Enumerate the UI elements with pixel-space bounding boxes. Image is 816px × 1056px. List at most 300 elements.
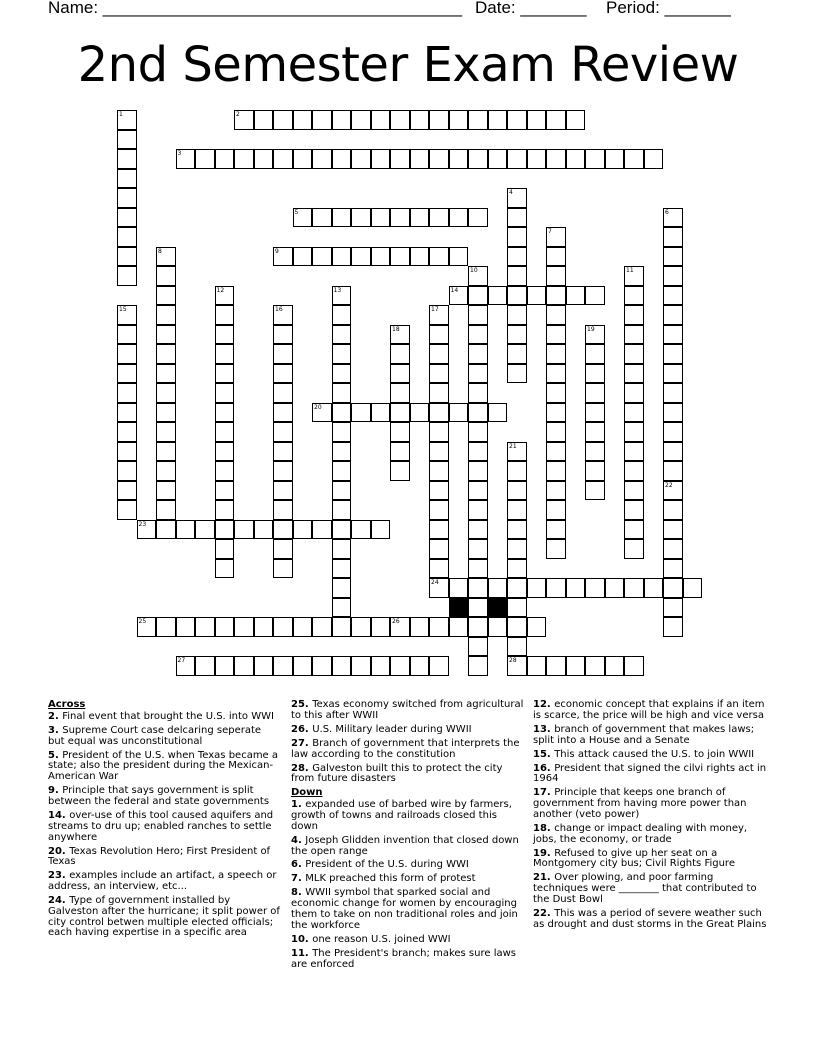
- grid-cell[interactable]: [468, 559, 488, 579]
- grid-cell[interactable]: [585, 149, 605, 169]
- grid-cell[interactable]: [215, 305, 235, 325]
- grid-cell[interactable]: [449, 247, 469, 267]
- grid-cell[interactable]: [371, 520, 391, 540]
- grid-cell[interactable]: [254, 656, 274, 676]
- grid-cell[interactable]: [624, 344, 644, 364]
- grid-cell[interactable]: [507, 539, 527, 559]
- grid-cell[interactable]: [293, 149, 313, 169]
- grid-cell[interactable]: [644, 149, 664, 169]
- grid-cell[interactable]: [663, 442, 683, 462]
- grid-cell[interactable]: [293, 520, 313, 540]
- grid-cell[interactable]: [293, 247, 313, 267]
- grid-cell[interactable]: [468, 266, 488, 286]
- period-field[interactable]: Period: _______: [606, 0, 731, 17]
- grid-cell[interactable]: [605, 656, 625, 676]
- grid-cell[interactable]: [273, 656, 293, 676]
- grid-cell[interactable]: [468, 110, 488, 130]
- grid-cell[interactable]: [468, 637, 488, 657]
- grid-cell[interactable]: [254, 110, 274, 130]
- grid-cell[interactable]: [624, 539, 644, 559]
- grid-cell[interactable]: [215, 149, 235, 169]
- grid-cell[interactable]: [663, 325, 683, 345]
- grid-cell[interactable]: [390, 442, 410, 462]
- grid-cell[interactable]: [546, 247, 566, 267]
- grid-cell[interactable]: [215, 461, 235, 481]
- grid-cell[interactable]: [663, 383, 683, 403]
- grid-cell[interactable]: [624, 461, 644, 481]
- grid-cell[interactable]: [371, 208, 391, 228]
- grid-cell[interactable]: [156, 344, 176, 364]
- grid-cell[interactable]: [390, 208, 410, 228]
- grid-cell[interactable]: [624, 578, 644, 598]
- grid-cell[interactable]: [468, 617, 488, 637]
- grid-cell[interactable]: [663, 559, 683, 579]
- grid-cell[interactable]: [234, 617, 254, 637]
- grid-cell[interactable]: [527, 578, 547, 598]
- grid-cell[interactable]: [507, 461, 527, 481]
- grid-cell[interactable]: [624, 325, 644, 345]
- grid-cell[interactable]: [507, 247, 527, 267]
- grid-cell[interactable]: [332, 656, 352, 676]
- grid-cell[interactable]: [215, 344, 235, 364]
- grid-cell[interactable]: [215, 364, 235, 384]
- grid-cell[interactable]: [663, 344, 683, 364]
- grid-cell[interactable]: [410, 656, 430, 676]
- grid-cell[interactable]: [507, 110, 527, 130]
- grid-cell[interactable]: [449, 617, 469, 637]
- grid-cell[interactable]: [390, 364, 410, 384]
- grid-cell[interactable]: [117, 149, 137, 169]
- grid-cell[interactable]: [429, 247, 449, 267]
- grid-cell[interactable]: [507, 559, 527, 579]
- grid-cell[interactable]: [429, 500, 449, 520]
- grid-cell[interactable]: [624, 442, 644, 462]
- grid-cell[interactable]: [234, 149, 254, 169]
- grid-cell[interactable]: [215, 500, 235, 520]
- grid-cell[interactable]: [527, 286, 547, 306]
- grid-cell[interactable]: [234, 656, 254, 676]
- grid-cell[interactable]: [293, 208, 313, 228]
- grid-cell[interactable]: [507, 344, 527, 364]
- grid-cell[interactable]: [585, 656, 605, 676]
- grid-cell[interactable]: [585, 422, 605, 442]
- grid-cell[interactable]: [156, 364, 176, 384]
- grid-cell[interactable]: [507, 286, 527, 306]
- grid-cell[interactable]: [215, 442, 235, 462]
- grid-cell[interactable]: [429, 403, 449, 423]
- grid-cell[interactable]: [507, 617, 527, 637]
- grid-cell[interactable]: [468, 656, 488, 676]
- grid-cell[interactable]: [215, 286, 235, 306]
- grid-cell[interactable]: [371, 110, 391, 130]
- grid-cell[interactable]: [507, 637, 527, 657]
- grid-cell[interactable]: [254, 617, 274, 637]
- grid-cell[interactable]: [429, 422, 449, 442]
- grid-cell[interactable]: [546, 344, 566, 364]
- grid-cell[interactable]: [117, 422, 137, 442]
- grid-cell[interactable]: [585, 403, 605, 423]
- grid-cell[interactable]: [507, 266, 527, 286]
- grid-cell[interactable]: [254, 520, 274, 540]
- grid-cell[interactable]: [663, 305, 683, 325]
- grid-cell[interactable]: [332, 325, 352, 345]
- grid-cell[interactable]: [215, 617, 235, 637]
- name-field[interactable]: Name: ______________________________________: [48, 0, 463, 17]
- grid-cell[interactable]: [507, 305, 527, 325]
- grid-cell[interactable]: [156, 247, 176, 267]
- grid-cell[interactable]: [488, 286, 508, 306]
- grid-cell[interactable]: [663, 578, 683, 598]
- grid-cell[interactable]: [156, 461, 176, 481]
- grid-cell[interactable]: [663, 598, 683, 618]
- grid-cell[interactable]: [429, 305, 449, 325]
- grid-cell[interactable]: [449, 578, 469, 598]
- grid-cell[interactable]: [390, 656, 410, 676]
- grid-cell[interactable]: [293, 617, 313, 637]
- grid-cell[interactable]: [429, 656, 449, 676]
- grid-cell[interactable]: [507, 500, 527, 520]
- grid-cell[interactable]: [468, 539, 488, 559]
- grid-cell[interactable]: [273, 305, 293, 325]
- grid-cell[interactable]: [468, 598, 488, 618]
- grid-cell[interactable]: [332, 461, 352, 481]
- grid-cell[interactable]: [410, 247, 430, 267]
- grid-cell[interactable]: [546, 520, 566, 540]
- grid-cell[interactable]: [488, 149, 508, 169]
- grid-cell[interactable]: [468, 500, 488, 520]
- grid-cell[interactable]: [117, 305, 137, 325]
- grid-cell[interactable]: [273, 442, 293, 462]
- grid-cell[interactable]: [488, 403, 508, 423]
- grid-cell[interactable]: [156, 520, 176, 540]
- grid-cell[interactable]: [215, 383, 235, 403]
- grid-cell[interactable]: [468, 422, 488, 442]
- grid-cell[interactable]: [332, 422, 352, 442]
- grid-cell[interactable]: [468, 208, 488, 228]
- grid-cell[interactable]: [585, 383, 605, 403]
- grid-cell[interactable]: [273, 325, 293, 345]
- grid-cell[interactable]: [351, 520, 371, 540]
- grid-cell[interactable]: [624, 403, 644, 423]
- grid-cell[interactable]: [546, 539, 566, 559]
- grid-cell[interactable]: [546, 227, 566, 247]
- grid-cell[interactable]: [234, 520, 254, 540]
- grid-cell[interactable]: [468, 344, 488, 364]
- grid-cell[interactable]: [312, 617, 332, 637]
- grid-cell[interactable]: [488, 578, 508, 598]
- grid-cell[interactable]: [215, 422, 235, 442]
- grid-cell[interactable]: [273, 149, 293, 169]
- grid-cell[interactable]: [507, 520, 527, 540]
- grid-cell[interactable]: [371, 247, 391, 267]
- grid-cell[interactable]: [410, 208, 430, 228]
- grid-cell[interactable]: [215, 539, 235, 559]
- grid-cell[interactable]: [468, 520, 488, 540]
- grid-cell[interactable]: [507, 656, 527, 676]
- grid-cell[interactable]: [332, 383, 352, 403]
- grid-cell[interactable]: [429, 461, 449, 481]
- grid-cell[interactable]: [293, 656, 313, 676]
- grid-cell[interactable]: [605, 578, 625, 598]
- grid-cell[interactable]: [390, 344, 410, 364]
- grid-cell[interactable]: [468, 403, 488, 423]
- grid-cell[interactable]: [234, 110, 254, 130]
- grid-cell[interactable]: [117, 266, 137, 286]
- grid-cell[interactable]: [605, 149, 625, 169]
- grid-cell[interactable]: [254, 149, 274, 169]
- grid-cell[interactable]: [468, 325, 488, 345]
- grid-cell[interactable]: [429, 325, 449, 345]
- grid-cell[interactable]: [429, 149, 449, 169]
- grid-cell[interactable]: [429, 578, 449, 598]
- grid-cell[interactable]: [332, 208, 352, 228]
- grid-cell[interactable]: [332, 598, 352, 618]
- grid-cell[interactable]: [293, 110, 313, 130]
- grid-cell[interactable]: [546, 325, 566, 345]
- grid-cell[interactable]: [312, 520, 332, 540]
- grid-cell[interactable]: [429, 364, 449, 384]
- grid-cell[interactable]: [117, 481, 137, 501]
- grid-cell[interactable]: [507, 442, 527, 462]
- grid-cell[interactable]: [390, 325, 410, 345]
- grid-cell[interactable]: [410, 110, 430, 130]
- grid-cell[interactable]: [429, 481, 449, 501]
- grid-cell[interactable]: [351, 656, 371, 676]
- grid-cell[interactable]: [527, 110, 547, 130]
- grid-cell[interactable]: [468, 481, 488, 501]
- grid-cell[interactable]: [624, 364, 644, 384]
- grid-cell[interactable]: [332, 110, 352, 130]
- grid-cell[interactable]: [273, 539, 293, 559]
- grid-cell[interactable]: [371, 617, 391, 637]
- grid-cell[interactable]: [156, 383, 176, 403]
- grid-cell[interactable]: [585, 364, 605, 384]
- grid-cell[interactable]: [332, 539, 352, 559]
- grid-cell[interactable]: [585, 461, 605, 481]
- grid-cell[interactable]: [663, 539, 683, 559]
- grid-cell[interactable]: [273, 481, 293, 501]
- date-field[interactable]: Date: _______: [475, 0, 587, 17]
- grid-cell[interactable]: [546, 442, 566, 462]
- grid-cell[interactable]: [273, 383, 293, 403]
- grid-cell[interactable]: [468, 383, 488, 403]
- grid-cell[interactable]: [117, 227, 137, 247]
- grid-cell[interactable]: [215, 403, 235, 423]
- grid-cell[interactable]: [566, 110, 586, 130]
- grid-cell[interactable]: [117, 110, 137, 130]
- grid-cell[interactable]: [390, 403, 410, 423]
- grid-cell[interactable]: [449, 403, 469, 423]
- grid-cell[interactable]: [273, 247, 293, 267]
- grid-cell[interactable]: [507, 578, 527, 598]
- grid-cell[interactable]: [546, 578, 566, 598]
- grid-cell[interactable]: [117, 344, 137, 364]
- grid-cell[interactable]: [371, 403, 391, 423]
- grid-cell[interactable]: [507, 364, 527, 384]
- grid-cell[interactable]: [449, 286, 469, 306]
- grid-cell[interactable]: [468, 305, 488, 325]
- grid-cell[interactable]: [663, 364, 683, 384]
- grid-cell[interactable]: [390, 247, 410, 267]
- grid-cell[interactable]: [215, 520, 235, 540]
- grid-cell[interactable]: [449, 149, 469, 169]
- grid-cell[interactable]: [507, 227, 527, 247]
- grid-cell[interactable]: [117, 461, 137, 481]
- grid-cell[interactable]: [663, 500, 683, 520]
- grid-cell[interactable]: [507, 481, 527, 501]
- grid-cell[interactable]: [507, 188, 527, 208]
- grid-cell[interactable]: [624, 656, 644, 676]
- grid-cell[interactable]: [215, 481, 235, 501]
- grid-cell[interactable]: [332, 559, 352, 579]
- grid-cell[interactable]: [156, 266, 176, 286]
- grid-cell[interactable]: [195, 149, 215, 169]
- grid-cell[interactable]: [390, 422, 410, 442]
- grid-cell[interactable]: [117, 130, 137, 150]
- grid-cell[interactable]: [624, 383, 644, 403]
- grid-cell[interactable]: [546, 110, 566, 130]
- grid-cell[interactable]: [585, 481, 605, 501]
- grid-cell[interactable]: [585, 286, 605, 306]
- grid-cell[interactable]: [546, 266, 566, 286]
- grid-cell[interactable]: [137, 520, 157, 540]
- grid-cell[interactable]: [585, 442, 605, 462]
- grid-cell[interactable]: [546, 403, 566, 423]
- grid-cell[interactable]: [429, 617, 449, 637]
- grid-cell[interactable]: [332, 578, 352, 598]
- grid-cell[interactable]: [273, 520, 293, 540]
- grid-cell[interactable]: [546, 461, 566, 481]
- grid-cell[interactable]: [663, 422, 683, 442]
- grid-cell[interactable]: [117, 383, 137, 403]
- grid-cell[interactable]: [683, 578, 703, 598]
- grid-cell[interactable]: [585, 325, 605, 345]
- grid-cell[interactable]: [624, 266, 644, 286]
- grid-cell[interactable]: [429, 110, 449, 130]
- grid-cell[interactable]: [351, 110, 371, 130]
- grid-cell[interactable]: [507, 598, 527, 618]
- grid-cell[interactable]: [488, 617, 508, 637]
- grid-cell[interactable]: [273, 617, 293, 637]
- grid-cell[interactable]: [117, 403, 137, 423]
- grid-cell[interactable]: [156, 500, 176, 520]
- grid-cell[interactable]: [546, 305, 566, 325]
- grid-cell[interactable]: [273, 559, 293, 579]
- grid-cell[interactable]: [663, 247, 683, 267]
- grid-cell[interactable]: [332, 247, 352, 267]
- grid-cell[interactable]: [332, 617, 352, 637]
- grid-cell[interactable]: [215, 656, 235, 676]
- grid-cell[interactable]: [312, 149, 332, 169]
- grid-cell[interactable]: [371, 149, 391, 169]
- grid-cell[interactable]: [351, 208, 371, 228]
- grid-cell[interactable]: [410, 403, 430, 423]
- grid-cell[interactable]: [429, 559, 449, 579]
- grid-cell[interactable]: [468, 461, 488, 481]
- grid-cell[interactable]: [663, 286, 683, 306]
- grid-cell[interactable]: [390, 383, 410, 403]
- grid-cell[interactable]: [351, 149, 371, 169]
- grid-cell[interactable]: [215, 559, 235, 579]
- grid-cell[interactable]: [390, 149, 410, 169]
- grid-cell[interactable]: [156, 422, 176, 442]
- grid-cell[interactable]: [332, 364, 352, 384]
- grid-cell[interactable]: [429, 383, 449, 403]
- grid-cell[interactable]: [663, 520, 683, 540]
- grid-cell[interactable]: [371, 656, 391, 676]
- grid-cell[interactable]: [156, 481, 176, 501]
- grid-cell[interactable]: [449, 110, 469, 130]
- grid-cell[interactable]: [273, 422, 293, 442]
- grid-cell[interactable]: [546, 364, 566, 384]
- grid-cell[interactable]: [624, 149, 644, 169]
- grid-cell[interactable]: [624, 481, 644, 501]
- grid-cell[interactable]: [351, 617, 371, 637]
- grid-cell[interactable]: [527, 617, 547, 637]
- grid-cell[interactable]: [273, 344, 293, 364]
- grid-cell[interactable]: [663, 617, 683, 637]
- grid-cell[interactable]: [624, 305, 644, 325]
- grid-cell[interactable]: [332, 149, 352, 169]
- grid-cell[interactable]: [663, 227, 683, 247]
- grid-cell[interactable]: [410, 617, 430, 637]
- grid-cell[interactable]: [546, 422, 566, 442]
- grid-cell[interactable]: [351, 247, 371, 267]
- grid-cell[interactable]: [546, 481, 566, 501]
- grid-cell[interactable]: [117, 500, 137, 520]
- grid-cell[interactable]: [195, 520, 215, 540]
- grid-cell[interactable]: [273, 500, 293, 520]
- grid-cell[interactable]: [332, 403, 352, 423]
- grid-cell[interactable]: [429, 344, 449, 364]
- grid-cell[interactable]: [468, 286, 488, 306]
- grid-cell[interactable]: [156, 617, 176, 637]
- grid-cell[interactable]: [117, 364, 137, 384]
- grid-cell[interactable]: [468, 149, 488, 169]
- grid-cell[interactable]: [624, 286, 644, 306]
- grid-cell[interactable]: [117, 325, 137, 345]
- grid-cell[interactable]: [332, 500, 352, 520]
- grid-cell[interactable]: [137, 617, 157, 637]
- grid-cell[interactable]: [468, 442, 488, 462]
- grid-cell[interactable]: [117, 208, 137, 228]
- grid-cell[interactable]: [195, 617, 215, 637]
- grid-cell[interactable]: [332, 481, 352, 501]
- grid-cell[interactable]: [546, 286, 566, 306]
- grid-cell[interactable]: [566, 578, 586, 598]
- grid-cell[interactable]: [663, 461, 683, 481]
- grid-cell[interactable]: [273, 403, 293, 423]
- grid-cell[interactable]: [566, 286, 586, 306]
- grid-cell[interactable]: [351, 403, 371, 423]
- grid-cell[interactable]: [312, 208, 332, 228]
- grid-cell[interactable]: [410, 149, 430, 169]
- grid-cell[interactable]: [312, 656, 332, 676]
- grid-cell[interactable]: [449, 208, 469, 228]
- grid-cell[interactable]: [312, 110, 332, 130]
- grid-cell[interactable]: [117, 247, 137, 267]
- grid-cell[interactable]: [429, 520, 449, 540]
- grid-cell[interactable]: [468, 578, 488, 598]
- grid-cell[interactable]: [624, 500, 644, 520]
- grid-cell[interactable]: [429, 539, 449, 559]
- grid-cell[interactable]: [176, 520, 196, 540]
- grid-cell[interactable]: [332, 442, 352, 462]
- grid-cell[interactable]: [546, 149, 566, 169]
- grid-cell[interactable]: [624, 422, 644, 442]
- grid-cell[interactable]: [663, 208, 683, 228]
- grid-cell[interactable]: [429, 442, 449, 462]
